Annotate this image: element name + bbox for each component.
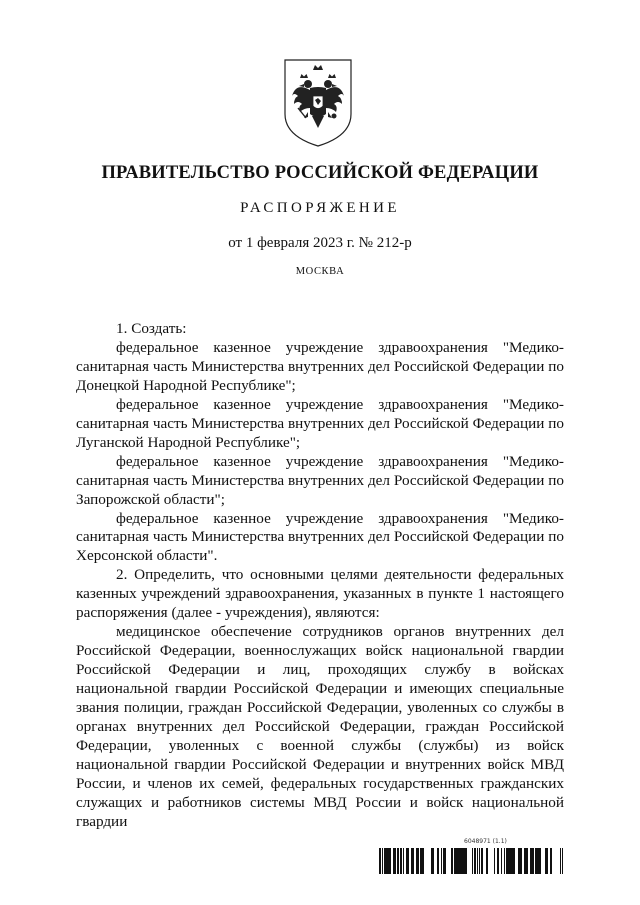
paragraph-medical-support: медицинское обеспечение сотрудников органов внутренних дел Российской Федерации, военнослужащих войск национальной гвардии Российской Федерации и лиц, проходящих службу в войсках национальной гвардии Российской Федерации и имеющих специальные звания полиции, граждан Российской Федерации, уволенных со службы в органах внутренних дел Российской Федерации, граждан Российской Федерации, уволенных с военной службы (службы) из войск национальной гвардии Российской Федерации и внутренних войск МВД России, и членов их семей, федеральных государственных гражданских служащих и работников системы МВД России и войск национальной гвардии (76, 623, 564, 830)
document-type: РАСПОРЯЖЕНИЕ (240, 200, 400, 216)
barcode-icon (378, 848, 564, 874)
paragraph-zaporozhye: федеральное казенное учреждение здравоохранения "Медико-санитарная часть Министерства внутренних дел Российской Федерации по Запорожской области"; (76, 452, 564, 508)
paragraph-create: 1. Создать: (116, 320, 187, 337)
coat-of-arms-icon (282, 56, 354, 148)
paragraph-donetsk: федеральное казенное учреждение здравоохранения "Медико-санитарная часть Министерства внутренних дел Российской Федерации по Донецкой Народной Республике"; (76, 338, 564, 394)
paragraph-lugansk: федеральное казенное учреждение здравоохранения "Медико-санитарная часть Министерства внутренних дел Российской Федерации по Луганской Народной Республике"; (76, 395, 564, 451)
government-title: ПРАВИТЕЛЬСТВО РОССИЙСКОЙ ФЕДЕРАЦИИ (101, 163, 539, 183)
city-name: МОСКВА (295, 266, 345, 277)
paragraph-kherson: федеральное казенное учреждение здравоохранения "Медико-санитарная часть Министерства внутренних дел Российской Федерации по Херсонской области". (76, 509, 564, 565)
date-and-number: от 1 февраля 2023 г. № 212-р (228, 235, 412, 251)
paragraph-goals: 2. Определить, что основными целями деятельности федеральных казенных учреждений здравоохранения, указанных в пункте 1 настоящего распоряжения (далее - учреждения), являются: (76, 566, 564, 622)
document-body (76, 320, 564, 832)
barcode-number: 6048971 (1.1) (464, 838, 507, 845)
